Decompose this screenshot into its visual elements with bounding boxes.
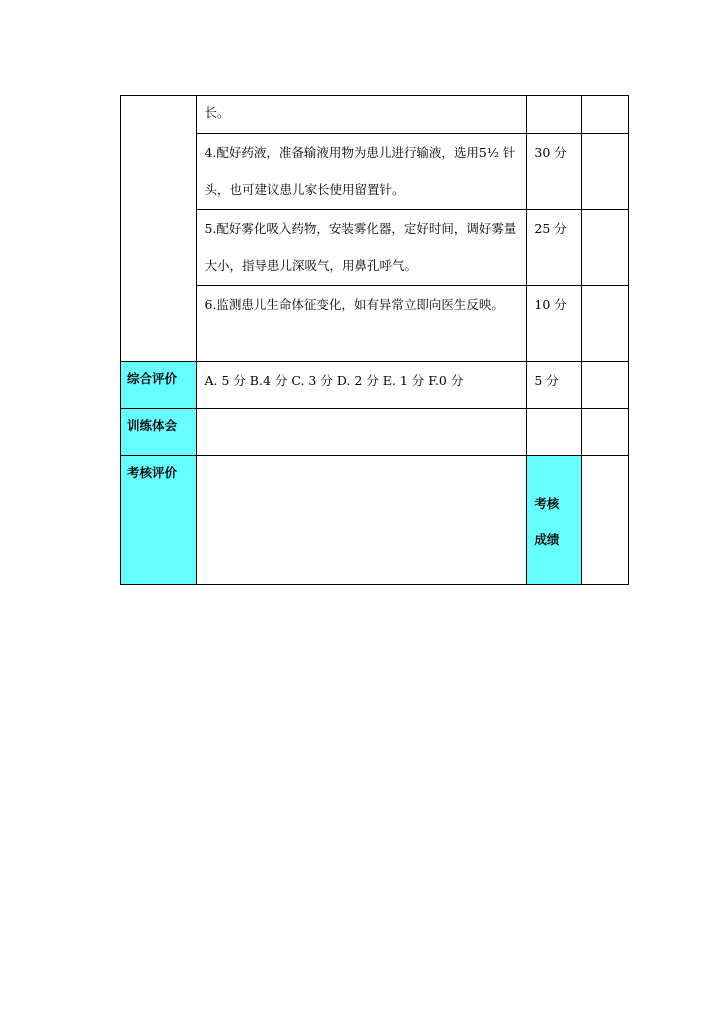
step-content-cell [197,134,527,210]
training-label: 训练体会 [127,418,178,433]
step-text: 6.监测患儿生命体征变化，如有异常立即向医生反映。 [204,297,504,312]
step-text: 5.配好雾化吸入药物，安装雾化器，定好时间，调好雾量大小，指导患儿深吸气，用鼻孔呼气。 [204,221,517,273]
extra-cell [581,210,628,286]
extra-cell [581,96,628,134]
score-cell [527,96,581,134]
grade-label [527,456,580,558]
summary-label: 综合评价 [127,371,178,386]
evaluation-table [120,95,629,585]
summary-text: A. 5 分 B.4 分 C. 3 分 D. 2 分 E. 1 分 F.0 分 [204,373,464,388]
extra-cell [581,286,628,362]
summary-row [121,362,629,409]
score-text: 10 分 [534,297,567,312]
extra-cell [581,409,628,456]
extra-cell [581,362,628,409]
merged-label-cell [121,96,197,362]
score-cell [527,286,581,362]
step-content-cell [197,286,527,362]
score-cell [527,409,581,456]
step-text: 长。 [204,105,230,120]
summary-score-cell [527,362,581,409]
summary-label-cell [121,362,197,409]
grade-label-line2: 成绩 [534,532,560,547]
grade-value-cell [581,456,628,585]
score-cell [527,134,581,210]
grade-label-line1: 考核 [534,496,560,511]
score-text: 30 分 [534,145,567,160]
training-label-cell [121,409,197,456]
assessment-label: 考核评价 [127,465,178,480]
training-content-cell [197,409,527,456]
grade-label-cell [527,456,581,585]
score-text: 25 分 [534,221,567,236]
table-row [121,286,629,362]
summary-score: 5 分 [534,373,559,388]
training-row [121,409,629,456]
score-cell [527,210,581,286]
step-content-cell [197,96,527,134]
assessment-label-cell [121,456,197,585]
summary-content-cell [197,362,527,409]
table-row [121,210,629,286]
step-text: 4.配好药液，准备输液用物为患儿进行输液，选用5½ 针头，也可建议患儿家长使用留置针。 [204,145,516,197]
extra-cell [581,134,628,210]
assessment-content-cell [197,456,527,585]
table-row [121,134,629,210]
assessment-row [121,456,629,585]
step-content-cell [197,210,527,286]
score-text [527,96,580,102]
table-row [121,96,629,134]
